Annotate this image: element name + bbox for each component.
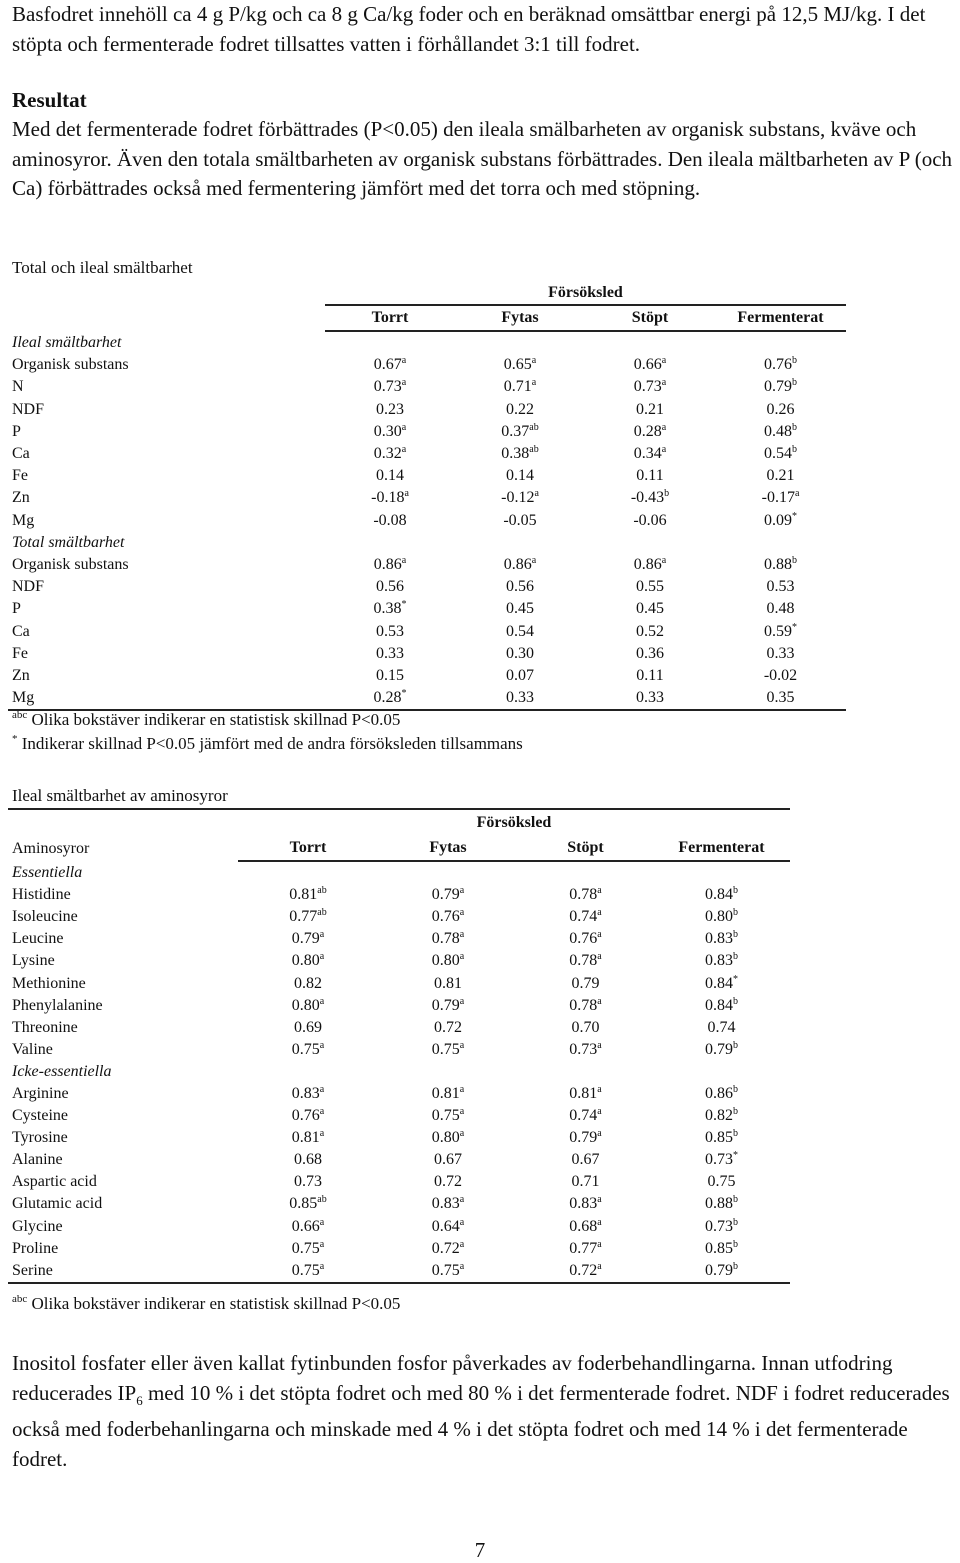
table2-caption: Ileal smältbarhet av aminosyror [12,786,228,805]
table2-col-fytas: Fytas [378,836,518,861]
table1-cell: 0.14 [376,467,404,485]
table2-row-label: Leucine [12,930,64,948]
table1-cell: -0.08 [373,511,407,529]
table2-cell: 0.79$^a$ [569,1128,602,1147]
table2-cell: 0.75$^a$ [378,1260,518,1283]
table1-col-stopt: Stöpt [585,306,715,331]
table1-cell: 0.23 [376,400,404,418]
table2-row [8,906,790,928]
table2-cell: 0.84$^b$ [705,995,738,1014]
table2-row [8,1260,790,1283]
table1-cell: 0.52 [636,622,664,640]
table2-row-label: Glutamic acid [12,1195,103,1213]
table1-section-row [8,532,846,554]
table2-cell: 0.77$^{ab}$ [289,907,327,926]
table1-cell: 0.32$^a$ [373,444,407,463]
table1-cell: 0.26 [766,400,795,418]
table2-cell: 0.74$^a$ [569,907,602,926]
table2-cell: 0.80$^a$ [291,951,325,970]
table1-cell: 0.21 [636,400,664,418]
table2-cell: 0.70 [571,1018,600,1036]
table2-body [8,809,790,1283]
table2-cell: 0.75$^a$ [291,1039,325,1058]
table2-cell: 0.71 [571,1173,600,1191]
table1-section-title: Total smältbarhet [12,533,125,551]
table2-cell: 0.83$^a$ [431,1194,465,1213]
table2-cell: 0.78$^a$ [431,929,465,948]
table1-cell: 0.79$^b$ [764,377,797,396]
table1-cell: 0.73$^a$ [633,377,667,396]
table2-cell: 0.72$^a$ [431,1238,465,1257]
table2-row-label: Valine [12,1040,53,1058]
table1-row-label: Fe [12,467,28,485]
table1-cell: -0.02 [763,666,798,684]
table2-cell: 0.78$^a$ [569,885,602,904]
table1-row-label: NDF [12,400,45,418]
table2-cell: 0.75 [707,1173,736,1191]
table2-section-title: Essentiella [12,864,83,882]
table1-cell: 0.56 [506,578,534,596]
result-heading: Resultat [12,88,87,112]
table2-row-label: Cysteine [12,1107,68,1125]
table1-caption: Total och ileal smältbarhet [12,258,193,277]
table2-row [8,884,790,906]
table1-col-fytas: Fytas [455,306,585,331]
table2-header-row [8,836,790,861]
table2-row [8,928,790,950]
table2-cell: 0.88$^b$ [705,1194,738,1213]
table1-cell: 0.55 [636,578,664,596]
table1-cell: -0.06 [633,511,667,529]
table2-row [8,995,790,1017]
table2-cell: 0.64$^a$ [431,1216,465,1235]
table2-row-label: Tyrosine [12,1129,68,1147]
table1-row [8,643,846,665]
table2-row-label: Methionine [12,974,86,992]
table2-cell: 0.69 [294,1018,322,1036]
table2-row [8,1149,790,1171]
table1-row-label: P [12,422,21,440]
table1-row [8,665,846,687]
table1-footnote: * Indikerar skillnad P<0.05 jämfört med de andra försöksleden tillsammans [12,733,523,753]
table2-cell: 0.85$^b$ [705,1238,738,1257]
table1-row [8,376,846,398]
table1-cell: 0.53 [766,578,795,596]
table1-group-row [8,282,846,306]
table2-cell: 0.81$^a$ [431,1083,465,1102]
table1-cell: 0.88$^b$ [764,554,797,573]
table2-cell: 0.66$^a$ [291,1216,325,1235]
table1-cell: 0.38* [373,599,407,618]
table2-cell: 0.82$^b$ [705,1106,738,1125]
table1-cell: 0.36 [636,644,664,662]
table2-col-stopt: Stöpt [518,836,653,861]
result-paragraph: Med det fermenterade fodret förbättrades (P<0.05) den ileala smälbarheten av organisk substans, kväve och aminosyror. Även den totala smältbarheten av organisk substans förbättrades. Den ileala mältbarheten av P (och Ca) förbättrades också med fermentering jämfört med det torra och med stöpning. [12,117,953,200]
table2-col-torrt: Torrt [238,836,378,861]
table2-cell: 0.79 [571,974,600,992]
table1-header-row [8,306,846,331]
table1-cell: 0.28$^a$ [633,421,667,440]
table2-cell: 0.68 [294,1151,322,1169]
table1-cell: 0.11 [636,666,664,684]
table2-row-label: Phenylalanine [12,996,103,1014]
table2-cell: 0.67 [434,1151,462,1169]
table2-cell: 0.75$^a$ [431,1106,465,1125]
table2-group-header: Försöksled [238,809,790,836]
table1-cell: 0.37$^{ab}$ [501,421,539,440]
table2-cell: 0.75$^a$ [238,1260,378,1283]
table1-cell: -0.43$^b$ [630,488,670,507]
table2-row [8,1083,790,1105]
table2-cell: 0.80$^b$ [705,907,738,926]
table1-row [8,399,846,421]
table2-cell: 0.82 [294,974,322,992]
table2-cell: 0.81$^{ab}$ [289,885,327,904]
table2-cell: 0.73 [294,1173,322,1191]
table1-row-label: Zn [12,489,30,507]
table1-cell: 0.30$^a$ [373,421,407,440]
table2-row-label: Isoleucine [12,908,78,926]
table2-cell: 0.72$^a$ [518,1260,653,1283]
table1-row-label: N [12,378,24,396]
table2-cell: 0.79$^a$ [431,995,465,1014]
table1-cell: 0.45 [506,600,534,618]
table1-cell: 0.15 [376,666,404,684]
table1-cell: 0.56 [376,578,404,596]
table2-group-row [8,809,790,836]
table2-cell: 0.73$^a$ [569,1039,602,1058]
table1-row-label: Ca [12,622,30,640]
table2-cell: 0.80$^a$ [431,1128,465,1147]
table1-cell: 0.67$^a$ [373,355,407,374]
table1-cell: 0.45 [636,600,664,618]
table2-row [8,1193,790,1215]
table2-footnote: $^{abc}$ Olika bokstäver indikerar en statistisk skillnad P<0.05 [12,1293,401,1313]
table1-row-label: NDF [12,578,45,596]
table1-cell: 0.07 [506,666,534,684]
table2-cell: 0.79$^a$ [431,885,465,904]
table1-section-title: Ileal smältbarhet [12,334,122,352]
table2-cell: 0.76$^a$ [569,929,602,948]
table1-cell: -0.18$^a$ [371,488,409,507]
table2-cell: 0.68$^a$ [569,1216,602,1235]
table2-cell: 0.85$^{ab}$ [289,1194,327,1213]
table1-row-label: Organisk substans [12,356,129,374]
table1-row [8,510,846,532]
table1-col-fermenterat: Fermenterat [715,306,846,331]
table1-digestibility [8,282,846,711]
table2-cell: 0.81 [434,974,462,992]
table2-row-label: Aspartic acid [12,1173,97,1191]
table1-cell: 0.86$^a$ [503,554,537,573]
table1-cell: 0.33 [766,644,795,662]
table2-cell: 0.83$^a$ [569,1194,602,1213]
table1-cell: 0.54 [506,622,534,640]
table1-cell: 0.21 [766,467,795,485]
table2-row [8,1017,790,1039]
table1-cell: 0.38$^{ab}$ [501,444,539,463]
table2-row-label: Glycine [12,1217,63,1235]
table2-row [8,1127,790,1149]
table1-row [8,576,846,598]
table2-row-label: Proline [12,1239,59,1257]
table1-cell: 0.11 [636,467,664,485]
page-number: 7 [474,1538,486,1562]
table1-cell: 0.33 [455,687,585,710]
table2-cell: 0.85$^b$ [705,1128,738,1147]
table1-row [8,421,846,443]
table1-row [8,620,846,642]
table2-cell: 0.72 [434,1173,462,1191]
table2-row-label: Arginine [12,1084,69,1102]
table1-cell: 0.28* [325,687,455,710]
table2-cell: 0.79$^a$ [291,929,325,948]
table1-row-label: Organisk substans [12,555,129,573]
table1-cell: 0.53 [376,622,404,640]
table1-group-header: Försöksled [325,282,846,306]
table2-cell: 0.84$^b$ [705,885,738,904]
table2-cell: 0.76$^a$ [431,907,465,926]
table2-row [8,950,790,972]
table2-row-label: Lysine [12,952,55,970]
table2-cell: 0.73$^b$ [705,1216,738,1235]
table2-row-label: Alanine [12,1151,63,1169]
table1-cell: 0.86$^a$ [633,554,667,573]
table1-section-row [8,331,846,354]
table2-cell: 0.86$^b$ [705,1083,738,1102]
table1-footnote: $^{abc}$ Olika bokstäver indikerar en statistisk skillnad P<0.05 [12,709,401,729]
table1-row [8,687,846,710]
table1-cell: -0.05 [503,511,537,529]
table1-cell: 0.35 [715,687,846,710]
table2-row [8,1039,790,1061]
table1-cell: 0.33 [585,687,715,710]
table2-amino-acids [8,808,790,1284]
table1-row-label: Fe [12,644,28,662]
table1-cell: 0.22 [506,400,534,418]
table1-cell: 0.76$^b$ [764,355,797,374]
table2-cell: 0.76$^a$ [291,1106,325,1125]
table2-row [8,972,790,994]
table2-cell: 0.67 [571,1151,600,1169]
table2-cell: 0.80$^a$ [431,951,465,970]
table1-cell: 0.59* [764,621,797,640]
table2-cell: 0.73* [705,1150,738,1169]
table2-section-row [8,861,790,884]
table2-cell: 0.75$^a$ [291,1238,325,1257]
table2-row [8,1105,790,1127]
table2-row-label: Serine [8,1260,238,1283]
table2-cell: 0.84* [705,973,738,992]
table1-cell: 0.54$^b$ [764,444,797,463]
intro-paragraph: Basfodret innehöll ca 4 g P/kg och ca 8 g Ca/kg foder och en beräknad omsättbar energi på 12,5 MJ/kg. I det stöpta och fermenterade fodret tillsattes vatten i förhållandet 3:1 till fodret. [12,2,926,56]
table2-row-label: Threonine [12,1018,78,1036]
table1-cell: 0.30 [506,644,534,662]
table1-cell: -0.12$^a$ [501,488,539,507]
table2-cell: 0.78$^a$ [569,995,602,1014]
table1-cell: -0.17$^a$ [761,488,800,507]
table1-cell: 0.09* [764,510,797,529]
table1-row-label: Mg [12,511,35,529]
table2-cell: 0.79$^b$ [653,1260,790,1283]
table2-cell: 0.79$^b$ [705,1039,738,1058]
table1-cell: 0.34$^a$ [633,444,667,463]
table1-cell: 0.86$^a$ [373,554,407,573]
table2-row [8,1171,790,1193]
table1-row-label: P [12,600,21,618]
table2-cell: 0.83$^b$ [705,929,738,948]
table2-section-title: Icke-essentiella [12,1062,112,1080]
table2-row [8,1238,790,1260]
table1-cell: 0.48 [766,600,795,618]
table1-cell: 0.71$^a$ [503,377,537,396]
table1-row-label: Ca [12,445,30,463]
table2-cell: 0.72 [434,1018,462,1036]
table2-row-label: Histidine [12,886,71,904]
table1-cell: 0.73$^a$ [373,377,407,396]
table1-row [8,598,846,620]
table2-cell: 0.81$^a$ [291,1128,325,1147]
table1-row-label: Mg [8,687,325,710]
table2-cell: 0.83$^b$ [705,951,738,970]
table2-cell: 0.77$^a$ [569,1238,602,1257]
table2-cell: 0.80$^a$ [291,995,325,1014]
table2-cell: 0.81$^a$ [569,1083,602,1102]
table2-cell: 0.78$^a$ [569,951,602,970]
table2-row-header: Aminosyror [12,839,90,857]
closing-paragraph: Inositol fosfater eller även kallat fytinbunden fosfor påverkades av foderbehandlingarna. Innan utfodring reducerades $IP_6$ med 10 % i det stöpta fodret och med 80 % i det fermenterade fodret. NDF i fodret reducerades också med foderbehanlingarna och minskade med 4 % i det stöpta fodret och med 14 % i det fermenterade fodret. [12,1351,950,1471]
table1-cell: 0.14 [506,467,534,485]
table2-section-row [8,1061,790,1083]
table1-row [8,443,846,465]
table1-body [8,282,846,710]
table1-col-torrt: Torrt [325,306,455,331]
table2-cell: 0.74 [707,1018,736,1036]
table2-cell: 0.83$^a$ [291,1083,325,1102]
table2-cell: 0.75$^a$ [431,1039,465,1058]
table1-row [8,354,846,376]
table1-cell: 0.48$^b$ [764,421,797,440]
table1-cell: 0.33 [376,644,404,662]
table1-row [8,554,846,576]
table2-row [8,1216,790,1238]
table2-col-fermenterat: Fermenterat [653,836,790,861]
table1-cell: 0.65$^a$ [503,355,537,374]
table1-row [8,465,846,487]
table1-row [8,487,846,509]
table2-cell: 0.74$^a$ [569,1106,602,1125]
table1-row-label: Zn [12,666,30,684]
table1-cell: 0.66$^a$ [633,355,667,374]
